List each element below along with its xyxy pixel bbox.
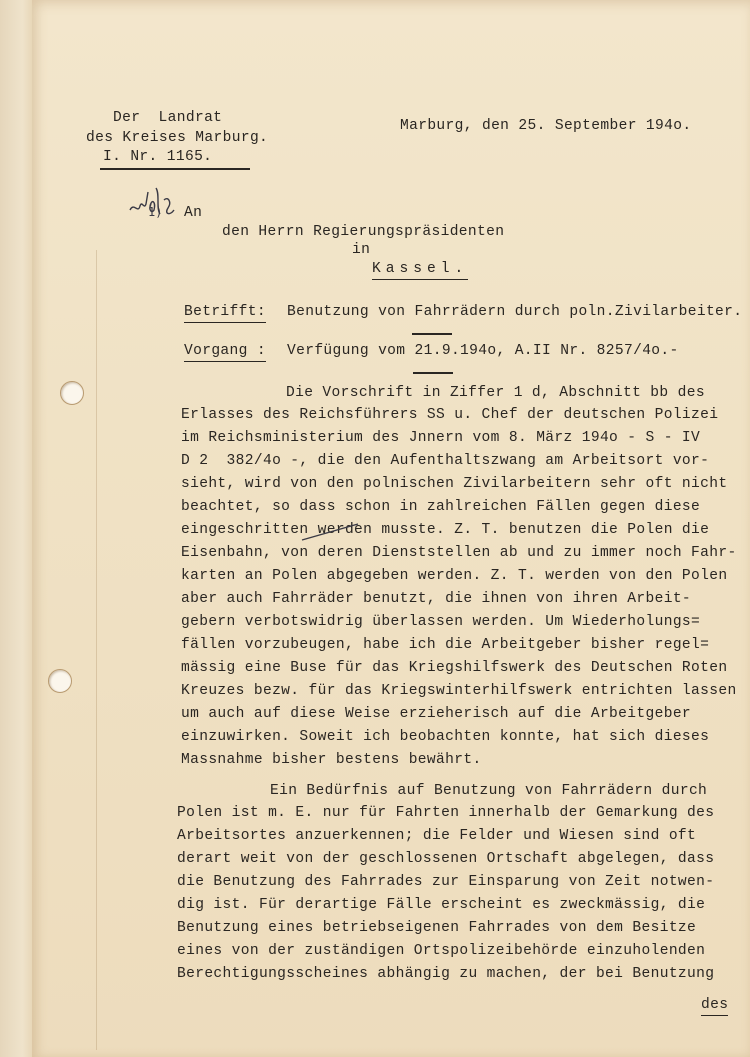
p2-line: die Benutzung des Fahrrades zur Einsparung von Zeit notwen- xyxy=(177,874,715,890)
p2-line: Arbeitsortes anzuerkennen; die Felder und Wiesen sind oft xyxy=(177,828,697,844)
salutation: An xyxy=(184,205,203,221)
sender-underline xyxy=(100,168,250,170)
p1-line: D 2 382/4o -, die den Aufenthaltszwang am Arbeitsort vor- xyxy=(181,453,710,469)
p2-line: Benutzung eines betriebseigenen Fahrrades von dem Besitze xyxy=(177,920,697,936)
pencil-annotation-icon xyxy=(126,180,186,226)
svg-text:1): 1) xyxy=(148,205,163,219)
p1-line: Kreuzes bezw. für das Kriegswinterhilfswerk entrichten lassen xyxy=(181,683,737,699)
p2-line: Polen ist m. E. nur für Fahrten innerhalb der Gemarkung des xyxy=(177,805,715,821)
p1-line: fällen vorzubeugen, habe ich die Arbeitgeber bisher regel= xyxy=(181,637,710,653)
reference-label: Vorgang : xyxy=(184,344,266,362)
sender-line-1: Der Landrat xyxy=(113,110,223,126)
p2-line: derart weit von der geschlossenen Ortschaft abgelegen, dass xyxy=(177,851,715,867)
sender-line-2: des Kreises Marburg. xyxy=(86,130,269,146)
reference-divider xyxy=(413,372,453,374)
pencil-strike-icon xyxy=(300,520,360,542)
p1-line: um auch auf diese Weise erzieherisch auf die Arbeitgeber xyxy=(181,706,692,722)
catchword: des xyxy=(701,998,728,1016)
p1-line: einzuwirken. Soweit ich beobachten konnte, hat sich dieses xyxy=(181,729,710,745)
place-date: Marburg, den 25. September 194o. xyxy=(400,118,692,134)
punch-hole-bottom xyxy=(48,669,72,693)
p2-line: dig ist. Für derartige Fälle erscheint es zweckmässig, die xyxy=(177,897,706,913)
p1-line: karten an Polen abgegeben werden. Z. T. werden von den Polen xyxy=(181,568,728,584)
p2-line: Berechtigungsscheines abhängig zu machen, der bei Benutzung xyxy=(177,966,715,982)
recipient-line-2: in xyxy=(352,242,371,258)
p1-line: Massnahme bisher bestens bewährt. xyxy=(181,752,482,768)
p1-line: gebern verbotswidrig überlassen werden. Um Wiederholungs= xyxy=(181,614,701,630)
p2-line: Ein Bedürfnis auf Benutzung von Fahrrädern durch xyxy=(270,783,708,799)
p1-line: Erlasses des Reichsführers SS u. Chef der deutschen Polizei xyxy=(181,407,719,423)
subject-divider xyxy=(412,333,452,335)
reference-text: Verfügung vom 21.9.194o, A.II Nr. 8257/4o.- xyxy=(287,343,679,359)
recipient-city: Kassel. xyxy=(372,262,468,280)
subject-label: Betrifft: xyxy=(184,305,266,323)
fold-crease xyxy=(96,250,97,1050)
p1-line: aber auch Fahrräder benutzt, die ihnen von ihren Arbeit- xyxy=(181,591,692,607)
p2-line: eines von der zuständigen Ortspolizeibehörde einzuholenden xyxy=(177,943,706,959)
p1-line: Die Vorschrift in Ziffer 1 d, Abschnitt bb des xyxy=(286,385,705,401)
recipient-line-1: den Herrn Regierungspräsidenten xyxy=(222,224,505,240)
subject-text: Benutzung von Fahrrädern durch poln.Zivilarbeiter. xyxy=(287,304,743,320)
p1-line: eingeschritten werden musste. Z. T. benutzen die Polen die xyxy=(181,522,710,538)
file-number: I. Nr. 1165. xyxy=(103,149,213,165)
paper-edge xyxy=(0,0,32,1057)
p1-line: sieht, wird von den polnischen Zivilarbeitern sehr oft nicht xyxy=(181,476,728,492)
p1-line: beachtet, so dass schon in zahlreichen Fällen gegen diese xyxy=(181,499,701,515)
p1-line: Eisenbahn, von deren Dienststellen ab und zu immer noch Fahr- xyxy=(181,545,737,561)
punch-hole-top xyxy=(60,381,84,405)
p1-line: im Reichsministerium des Jnnern vom 8. März 194o - S - IV xyxy=(181,430,701,446)
p1-line: mässig eine Buse für das Kriegshilfswerk des Deutschen Roten xyxy=(181,660,728,676)
